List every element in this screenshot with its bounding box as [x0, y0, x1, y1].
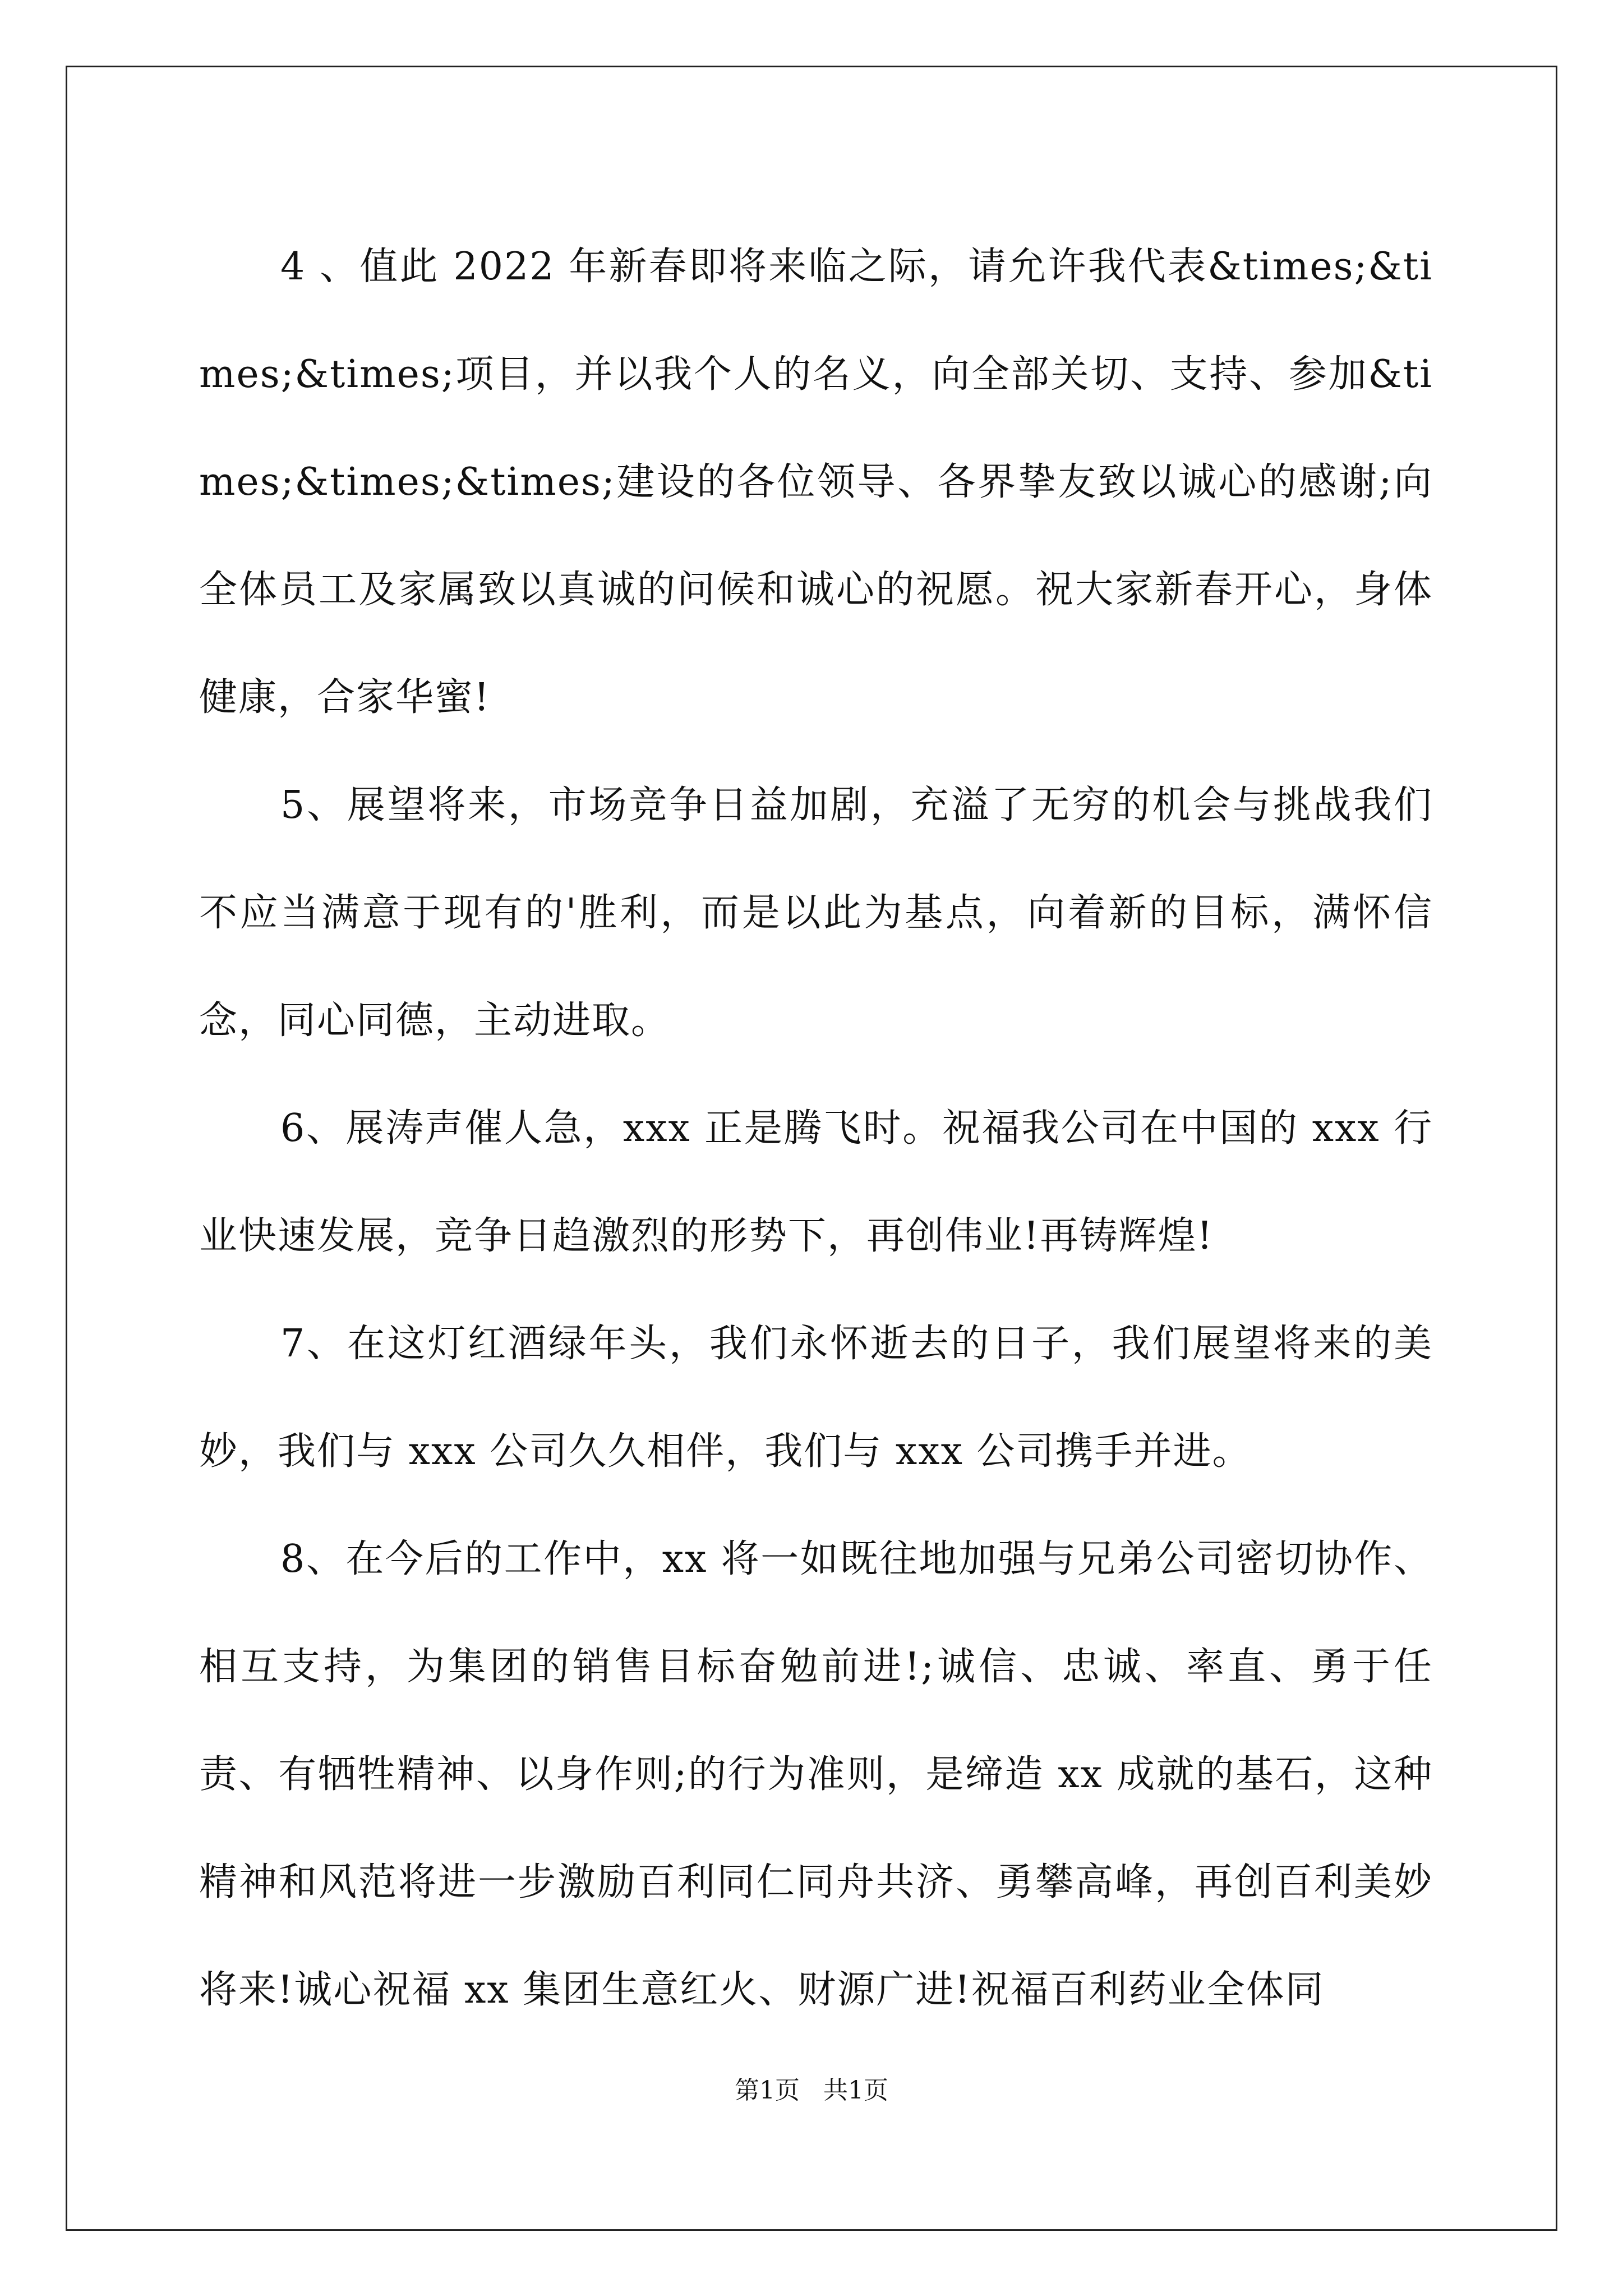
paragraph-8: 8、在今后的工作中，xx 将一如既往地加强与兄弟公司密切协作、相互支持，为集团的销售目标奋勉前进!;诚信、忠诚、率直、勇于任责、有牺牲精神、以身作则;的行为准则，是缔造 xx 成就的基石，这种精神和风范将进一步激励百利同仁同舟共济、勇攀高峰，再创百利美妙将来!诚心祝福 xx 集团生意红火、财源广进!祝福百利药业全体同 [199, 1537, 1433, 2012]
paragraph-4: 4 、值此 2022 年新春即将来临之际，请允许我代表&times;&times;&times;项目，并以我个人的名义，向全部关切、支持、参加&times;&times;&times;建设的各位领导、各界挚友致以诚心的感谢;向全体员工及家属致以真诚的问候和诚心的祝愿。祝大家新春开心，身体健康，合家华蜜! [199, 245, 1433, 720]
page-footer: 第1页 共1页 [735, 2076, 888, 2105]
document-body [199, 213, 1433, 2044]
paragraph-5: 5、展望将来，市场竞争日益加剧，充溢了无穷的机会与挑战我们不应当满意于现有的'胜利，而是以此为基点，向着新的目标，满怀信念，同心同德，主动进取。 [199, 783, 1433, 1043]
paragraph-7: 7、在这灯红酒绿年头，我们永怀逝去的日子，我们展望将来的美妙，我们与 xxx 公司久久相伴，我们与 xxx 公司携手并进。 [199, 1322, 1433, 1474]
paragraph-6: 6、展涛声催人急，xxx 正是腾飞时。祝福我公司在中国的 xxx 行业快速发展，竞争日趋激烈的形势下，再创伟业!再铸辉煌! [199, 1106, 1433, 1258]
